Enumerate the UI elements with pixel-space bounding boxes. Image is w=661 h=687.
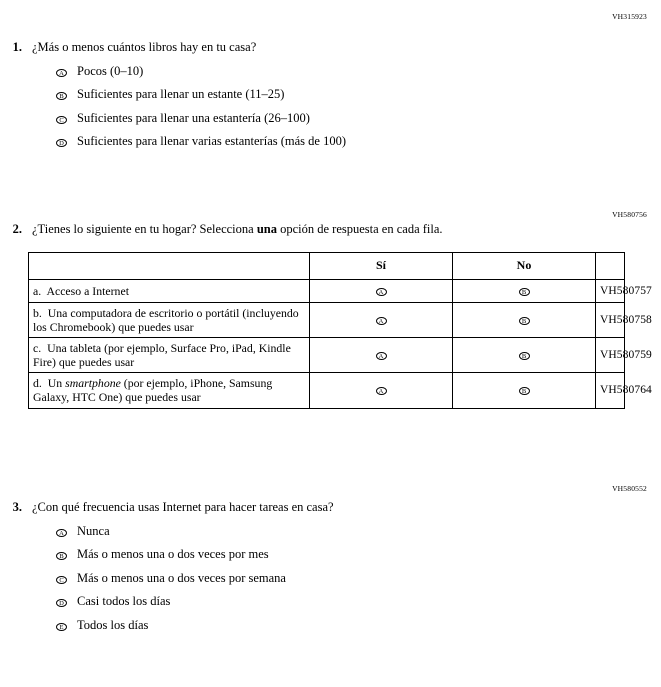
- radio-bubble-icon[interactable]: D: [56, 597, 73, 608]
- option-3-a[interactable]: [56, 524, 661, 539]
- table-row: [29, 373, 625, 408]
- row-stem-italic: smartphone: [65, 376, 121, 391]
- option-label: Casi todos los días: [77, 594, 171, 609]
- question-2-text: [22, 222, 443, 238]
- radio-bubble-icon[interactable]: B: [519, 317, 530, 325]
- row-stem-text: Una computadora de escritorio o portátil (incluyendo los Chromebook) que puedes usar: [33, 305, 299, 334]
- radio-bubble-icon[interactable]: C: [56, 574, 73, 585]
- option-3-c[interactable]: [56, 571, 661, 586]
- question-3: [0, 484, 661, 641]
- grid-stem-a: [29, 279, 310, 302]
- grid-header-row: [29, 252, 625, 279]
- radio-bubble-icon[interactable]: E: [56, 621, 73, 632]
- radio-bubble-icon[interactable]: B: [519, 387, 530, 395]
- radio-bubble-icon[interactable]: A: [376, 352, 387, 360]
- option-label: Suficientes para llenar varias estanterías (más de 100): [77, 134, 346, 149]
- option-label: Más o menos una o dos veces por mes: [77, 547, 269, 562]
- radio-bubble-icon[interactable]: D: [56, 137, 73, 148]
- radio-bubble-icon[interactable]: A: [56, 67, 73, 78]
- option-1-d[interactable]: [56, 134, 661, 149]
- row-stem-text: Una tableta (por ejemplo, Surface Pro, iPad, Kindle Fire) que puedes usar: [33, 340, 291, 370]
- question-2-header: [0, 214, 661, 238]
- table-row: [29, 302, 625, 337]
- row-letter: d.: [33, 376, 42, 391]
- radio-bubble-icon[interactable]: A: [376, 387, 387, 395]
- radio-bubble-icon[interactable]: B: [56, 90, 73, 101]
- grid-yes-c[interactable]: [310, 337, 453, 372]
- grid-stem-c: [29, 337, 310, 372]
- grid-code-d: VH580764: [596, 373, 625, 408]
- row-stem-post: (por ejemplo, iPhone, Samsung Galaxy, HTC One) que puedes usar: [33, 376, 273, 405]
- radio-bubble-icon[interactable]: B: [56, 550, 73, 561]
- radio-bubble-icon[interactable]: C: [56, 114, 73, 125]
- question-2-item-code: VH580756: [612, 210, 647, 219]
- page-item-code: VH315923: [612, 12, 647, 21]
- grid-yes-a[interactable]: [310, 279, 453, 302]
- question-3-text: ¿Con qué frecuencia usas Internet para hacer tareas en casa?: [32, 500, 334, 514]
- grid-no-c[interactable]: [453, 337, 596, 372]
- grid-header-no: No: [453, 252, 596, 279]
- question-3-number: 3.: [12, 500, 22, 514]
- table-row: [29, 279, 625, 302]
- row-letter: a.: [33, 283, 42, 298]
- question-2-grid: [28, 252, 652, 409]
- radio-bubble-icon[interactable]: B: [519, 288, 530, 296]
- question-2-number: 2.: [12, 222, 22, 236]
- question-1-header: [0, 40, 661, 56]
- option-label: Suficientes para llenar una estantería (26–100): [77, 110, 310, 125]
- question-3-item-code: VH580552: [612, 484, 647, 493]
- option-1-c[interactable]: [56, 111, 661, 126]
- row-stem-text: Acceso a Internet: [46, 283, 129, 298]
- option-label: Suficientes para llenar un estante (11–25): [77, 87, 285, 102]
- question-1-text: ¿Más o menos cuántos libros hay en tu casa?: [32, 40, 257, 54]
- row-letter: b.: [33, 305, 42, 320]
- question-2-text-bold: una: [256, 222, 277, 236]
- grid-header-blank: [29, 252, 310, 279]
- question-1-options: [0, 64, 661, 150]
- grid-yes-d[interactable]: [310, 373, 453, 408]
- grid-stem-d: [29, 373, 310, 408]
- option-3-e[interactable]: [56, 618, 661, 633]
- grid-code-c: VH580759: [596, 337, 625, 372]
- grid-code-a: VH580757: [596, 279, 625, 302]
- grid-header-yes: Sí: [310, 252, 453, 279]
- radio-bubble-icon[interactable]: B: [519, 352, 530, 360]
- option-1-a[interactable]: [56, 64, 661, 79]
- grid-no-a[interactable]: [453, 279, 596, 302]
- radio-bubble-icon[interactable]: A: [376, 288, 387, 296]
- radio-bubble-icon[interactable]: A: [56, 527, 73, 538]
- row-letter: c.: [33, 340, 42, 355]
- grid-header-code: [596, 252, 625, 279]
- grid-stem-b: [29, 302, 310, 337]
- option-label: Pocos (0–10): [77, 63, 144, 78]
- question-3-header: [0, 484, 661, 516]
- grid-yes-b[interactable]: [310, 302, 453, 337]
- question-1-number: 1.: [12, 40, 22, 54]
- question-3-options: [0, 524, 661, 633]
- option-3-b[interactable]: [56, 547, 661, 562]
- radio-bubble-icon[interactable]: A: [376, 317, 387, 325]
- grid-no-d[interactable]: [453, 373, 596, 408]
- option-label: Más o menos una o dos veces por semana: [77, 570, 286, 585]
- question-1: [0, 40, 661, 158]
- option-3-d[interactable]: [56, 594, 661, 609]
- row-stem-pre: Un: [47, 376, 66, 391]
- question-2-text-after: opción de respuesta en cada fila.: [276, 222, 443, 236]
- option-label: Todos los días: [77, 617, 149, 632]
- option-1-b[interactable]: [56, 87, 661, 102]
- question-2: [0, 210, 661, 409]
- grid-code-b: VH580758: [596, 302, 625, 337]
- option-label: Nunca: [77, 523, 110, 538]
- question-2-text-before: ¿Tienes lo siguiente en tu hogar? Selecciona: [32, 222, 257, 236]
- grid-no-b[interactable]: [453, 302, 596, 337]
- table-row: [29, 337, 625, 372]
